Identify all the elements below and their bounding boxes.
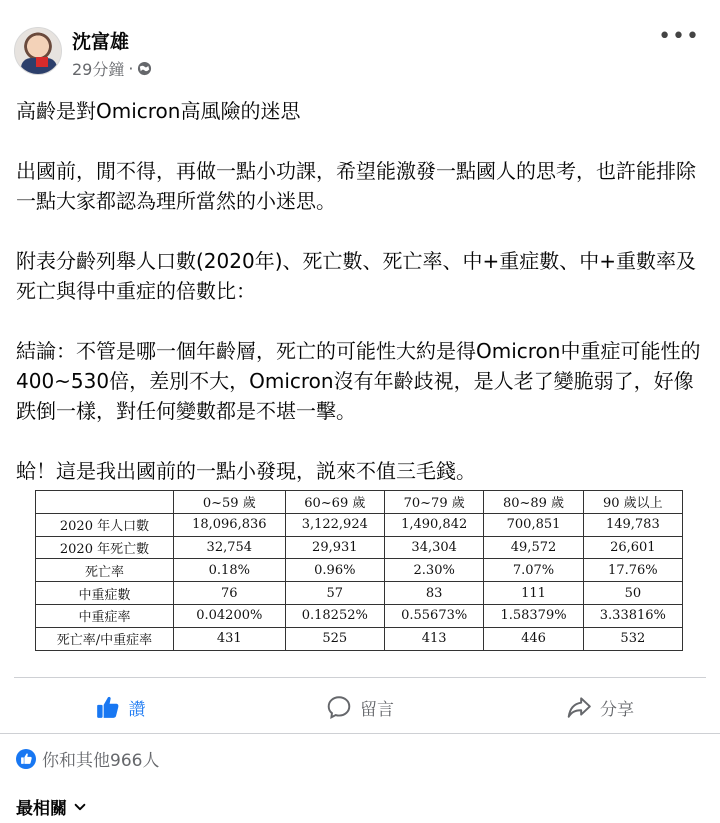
globe-icon <box>137 61 152 76</box>
age-statistics-table <box>35 490 683 651</box>
sort-label: 最相關 <box>16 799 67 819</box>
table-cell: 18,096,836 <box>174 513 286 536</box>
chevron-down-icon <box>73 800 87 814</box>
share-button[interactable] <box>480 684 720 730</box>
comment-button[interactable] <box>240 684 480 730</box>
table-cell: 7.07% <box>484 559 583 582</box>
data-table-image[interactable] <box>35 490 683 651</box>
table-cell: 111 <box>484 582 583 605</box>
table-cell: 1.58379% <box>484 604 583 627</box>
table-cell: 0.55673% <box>384 604 483 627</box>
table-cell: 32,754 <box>174 536 286 559</box>
thumbs-up-icon <box>95 694 121 720</box>
table-cell: 0.04200% <box>174 604 286 627</box>
post-time[interactable]: 29分鐘 <box>72 60 125 79</box>
table-cell: 3,122,924 <box>285 513 384 536</box>
table-cell: 413 <box>384 627 483 650</box>
row-label: 死亡率/中重症率 <box>36 627 174 650</box>
divider <box>14 677 706 678</box>
meta-separator: · <box>128 59 134 78</box>
row-label: 中重症數 <box>36 582 174 605</box>
post-header <box>0 0 720 90</box>
table-row <box>36 559 683 582</box>
post-paragraph: 附表分齡列舉人口數(2020年)、死亡數、死亡率、中+重症數、中+重數率及死亡與得中重症的倍數比： <box>16 249 697 303</box>
divider <box>0 733 720 734</box>
like-label: 讚 <box>128 699 146 720</box>
post-paragraph: 蛤！這是我出國前的一點小發現，説來不值三毛錢。 <box>16 459 476 483</box>
reactions-count-text: 你和其他966人 <box>42 751 160 771</box>
table-cell: 76 <box>174 582 286 605</box>
table-header-cell: 60~69 歲 <box>285 491 384 514</box>
table-row <box>36 513 683 536</box>
share-icon <box>566 694 592 720</box>
post-paragraph: 出國前，閒不得，再做一點小功課，希望能激發一點國人的思考，也許能排除一點大家都認為理所當然的小迷思。 <box>16 159 696 213</box>
table-row <box>36 627 683 650</box>
table-row <box>36 536 683 559</box>
table-cell: 446 <box>484 627 583 650</box>
like-reaction-icon <box>16 749 36 769</box>
table-row <box>36 582 683 605</box>
row-label: 死亡率 <box>36 559 174 582</box>
share-label: 分享 <box>600 699 634 720</box>
author-name[interactable]: 沈富雄 <box>72 31 130 53</box>
comment-sort-dropdown[interactable] <box>16 794 87 819</box>
post-actions-bar <box>0 684 720 730</box>
table-cell: 2.30% <box>384 559 483 582</box>
table-cell: 57 <box>285 582 384 605</box>
table-header-row <box>36 491 683 514</box>
table-cell: 0.96% <box>285 559 384 582</box>
table-cell: 26,601 <box>583 536 682 559</box>
table-cell: 0.18% <box>174 559 286 582</box>
table-cell: 49,572 <box>484 536 583 559</box>
comment-icon <box>326 694 352 720</box>
table-header-cell: 70~79 歲 <box>384 491 483 514</box>
table-cell: 50 <box>583 582 682 605</box>
avatar[interactable] <box>14 27 62 75</box>
post-body <box>16 96 706 516</box>
table-header-cell: 80~89 歲 <box>484 491 583 514</box>
table-header-cell: 0~59 歲 <box>174 491 286 514</box>
table-cell: 3.33816% <box>583 604 682 627</box>
table-cell: 0.18252% <box>285 604 384 627</box>
comment-label: 留言 <box>360 699 394 720</box>
table-cell: 532 <box>583 627 682 650</box>
like-button[interactable] <box>0 684 240 730</box>
row-label: 中重症率 <box>36 604 174 627</box>
avatar-badge <box>36 57 48 67</box>
table-cell: 17.76% <box>583 559 682 582</box>
table-cell: 525 <box>285 627 384 650</box>
table-cell: 29,931 <box>285 536 384 559</box>
more-options-icon[interactable]: ••• <box>658 24 700 49</box>
table-header-cell: 90 歲以上 <box>583 491 682 514</box>
reactions-summary[interactable] <box>16 746 159 771</box>
table-cell: 149,783 <box>583 513 682 536</box>
table-cell: 1,490,842 <box>384 513 483 536</box>
post-meta <box>72 57 152 80</box>
post-paragraph: 高齡是對Omicron高風險的迷思 <box>16 99 301 123</box>
table-cell: 431 <box>174 627 286 650</box>
table-cell: 83 <box>384 582 483 605</box>
post-paragraph: 結論：不管是哪一個年齡層，死亡的可能性大約是得Omicron中重症可能性的400~530倍，差別不大，Omicron沒有年齡歧視，是人老了變脆弱了，好像跌倒一樣，對任何變數都是不堪一擊。 <box>16 339 701 423</box>
row-label: 2020 年死亡數 <box>36 536 174 559</box>
table-cell: 700,851 <box>484 513 583 536</box>
table-header-cell <box>36 491 174 514</box>
table-row <box>36 604 683 627</box>
table-cell: 34,304 <box>384 536 483 559</box>
row-label: 2020 年人口數 <box>36 513 174 536</box>
